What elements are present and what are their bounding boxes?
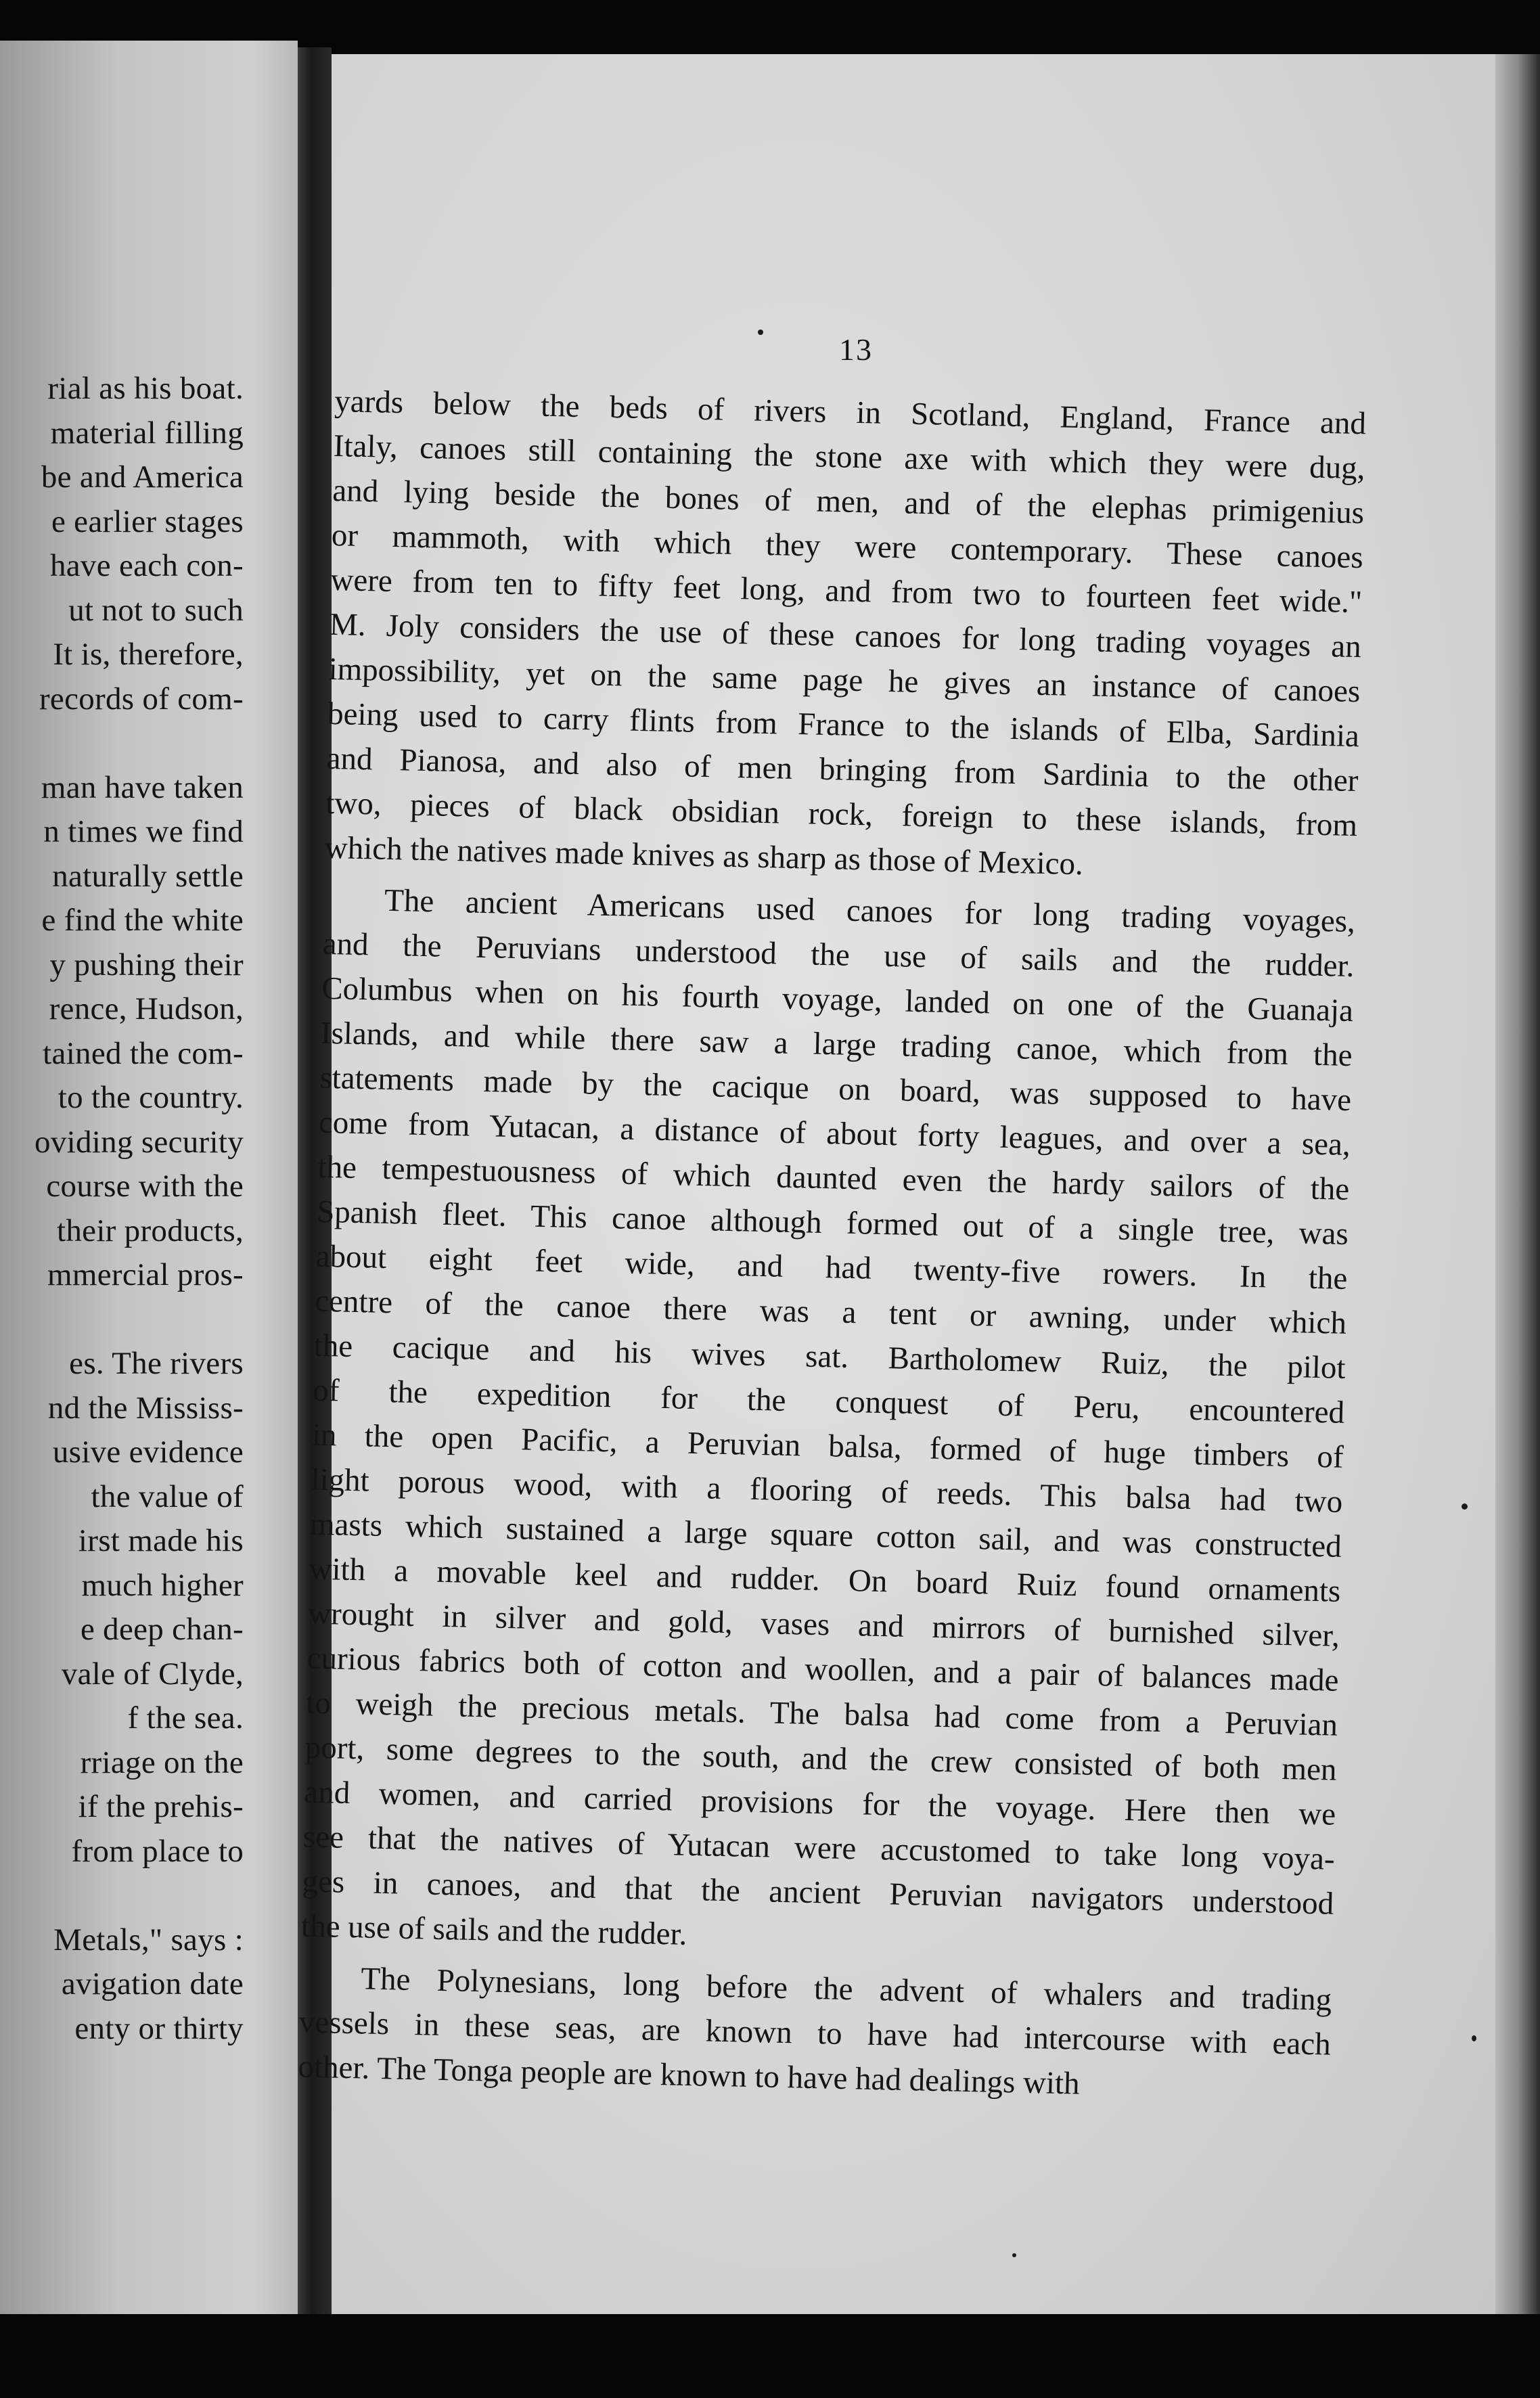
scan-border-bottom xyxy=(0,2314,1540,2398)
dust-speck xyxy=(1472,2035,1476,2041)
left-page-line: es. The rivers xyxy=(69,1346,244,1381)
left-page-line: avigation date xyxy=(61,1966,244,2001)
left-page-line: rriage on the xyxy=(80,1744,244,1780)
left-page-line: f the sea. xyxy=(127,1700,244,1736)
left-page-line: e deep chan- xyxy=(80,1612,244,1647)
line-gap xyxy=(0,1874,244,1918)
text-line: come from Yutacan, a distance of about forty leagues, and over a sea, xyxy=(318,1104,1351,1162)
left-page-line: ut not to such xyxy=(68,592,244,628)
text-line: port, some degrees to the south, and the crew consisted of both men xyxy=(304,1729,1338,1788)
left-page-line: the value of xyxy=(91,1478,244,1514)
text-line: Columbus when on his fourth voyage, landed on one of the Guanaja xyxy=(321,970,1354,1029)
left-page-line: irst made his xyxy=(78,1523,244,1558)
text-line: other. The Tonga people are known to have had dealings with xyxy=(298,2049,1081,2102)
text-line: Spanish fleet. This canoe although formed out of a single tree, was xyxy=(316,1194,1349,1252)
left-page-line: usive evidence xyxy=(52,1434,244,1470)
left-page-line: course with the xyxy=(46,1169,244,1204)
text-line: and Pianosa, and also of men bringing from Sardinia to the other xyxy=(326,740,1359,799)
left-page-line: if the prehis- xyxy=(78,1789,244,1824)
text-line: centre of the canoe there was a tent or awning, under which xyxy=(314,1283,1347,1341)
left-page-text xyxy=(0,367,244,2051)
left-page-line: much higher xyxy=(81,1567,244,1603)
text-line: two, pieces of black obsidian rock, foreign to these islands, from xyxy=(325,785,1358,844)
text-line: M. Joly considers the use of these canoes for long trading voyages an xyxy=(329,606,1362,665)
left-page-line: It is, therefore, xyxy=(53,637,244,672)
dust-speck xyxy=(758,330,763,335)
text-line: the use of sails and the rudder. xyxy=(300,1908,687,1952)
text-line: and women, and carried provisions for the voyage. Here then we xyxy=(303,1774,1336,1832)
text-line: ges in canoes, and that the ancient Peruvian navigators understood xyxy=(301,1863,1334,1922)
text-line: The ancient Americans used canoes for long trading voyages, xyxy=(384,882,1356,940)
text-line: masts which sustained a large square cotton sail, and was constructed xyxy=(309,1506,1342,1564)
line-gap xyxy=(0,721,244,766)
body-text xyxy=(298,379,1367,2112)
text-line: The Polynesians, long before the advent of whalers and trading xyxy=(360,1961,1332,2018)
left-page-line: vale of Clyde, xyxy=(61,1656,244,1692)
page-number: 13 xyxy=(839,332,873,367)
text-line: light porous wood, with a flooring of reeds. This balsa had two xyxy=(310,1462,1343,1520)
text-line: in the open Pacific, a Peruvian balsa, formed of huge timbers of xyxy=(311,1417,1344,1475)
text-line: the tempestuousness of which daunted even the hardy sailors of the xyxy=(317,1149,1350,1207)
text-line: see that the natives of Yutacan were accustomed to take long voya- xyxy=(302,1819,1336,1877)
dust-speck xyxy=(1012,2253,1016,2257)
left-page-line: from place to xyxy=(71,1833,244,1869)
left-page-line: rence, Hudson, xyxy=(49,991,244,1026)
text-line: Italy, canoes still containing the stone axe with which they were dug, xyxy=(333,428,1366,487)
text-line: were from ten to fifty feet long, and from two to fourteen feet wide." xyxy=(330,562,1363,620)
text-line: yards below the beds of rivers in Scotland, England, France and xyxy=(334,383,1367,442)
text-line: which the natives made knives as sharp as those of Mexico. xyxy=(324,830,1084,882)
text-line: wrought in silver and gold, vases and mirrors of burnished silver, xyxy=(307,1596,1340,1654)
left-page-line: naturally settle xyxy=(52,858,244,894)
text-line: about eight feet wide, and had twenty-five rowers. In the xyxy=(315,1238,1348,1296)
left-page xyxy=(0,41,298,2321)
left-page-line: man have taken xyxy=(41,769,244,805)
left-page-line: y pushing their xyxy=(49,947,244,982)
text-line: impossibility, yet on the same page he gives an instance of canoes xyxy=(328,651,1361,710)
left-page-line: be and America xyxy=(41,459,244,495)
left-page-line: n times we find xyxy=(43,814,244,849)
text-line: Islands, and while there saw a large trading canoe, which from the xyxy=(320,1015,1353,1074)
left-page-line: their products, xyxy=(57,1213,244,1248)
left-page-line: have each con- xyxy=(49,548,244,583)
dust-speck xyxy=(1462,1503,1468,1510)
left-page-line: to the country. xyxy=(58,1080,244,1115)
left-page-line: e earlier stages xyxy=(51,503,244,539)
line-gap xyxy=(0,1298,244,1342)
left-page-line: records of com- xyxy=(39,681,244,717)
left-page-line: enty or thirty xyxy=(74,2010,244,2046)
text-line: curious fabrics both of cotton and woollen, and a pair of balances made xyxy=(307,1640,1339,1698)
left-page-line: Metals," says : xyxy=(53,1922,244,1958)
text-line: or mammoth, with which they were contemporary. These canoes xyxy=(331,517,1364,576)
left-page-line: oviding security xyxy=(35,1124,244,1160)
text-line: being used to carry flints from France to the islands of Elba, Sardinia xyxy=(327,696,1360,754)
left-page-line: mmercial pros- xyxy=(47,1257,244,1292)
left-page-line: e find the white xyxy=(41,903,244,938)
text-line: the cacique and his wives sat. Bartholomew Ruiz, the pilot xyxy=(313,1328,1346,1386)
text-line: and the Peruvians understood the use of sails and the rudder. xyxy=(322,926,1355,985)
text-line: with a movable keel and rudder. On board Ruiz found ornaments xyxy=(309,1551,1341,1609)
text-line: statements made by the cacique on board, was supposed to have xyxy=(319,1060,1352,1118)
left-page-line: nd the Mississ- xyxy=(47,1390,244,1426)
text-line: and lying beside the bones of men, and of the elephas primigenius xyxy=(332,472,1365,531)
left-page-line: rial as his boat. xyxy=(47,371,244,406)
left-page-line: material filling xyxy=(50,415,244,451)
text-line: to weigh the precious metals. The balsa had come from a Peruvian xyxy=(305,1685,1338,1743)
text-line: vessels in these seas, are known to have had intercourse with each xyxy=(298,2004,1332,2062)
left-page-line: tained the com- xyxy=(43,1035,244,1071)
text-line: of the expedition for the conquest of Peru, encountered xyxy=(312,1372,1345,1430)
page-edge xyxy=(1495,54,1540,2328)
